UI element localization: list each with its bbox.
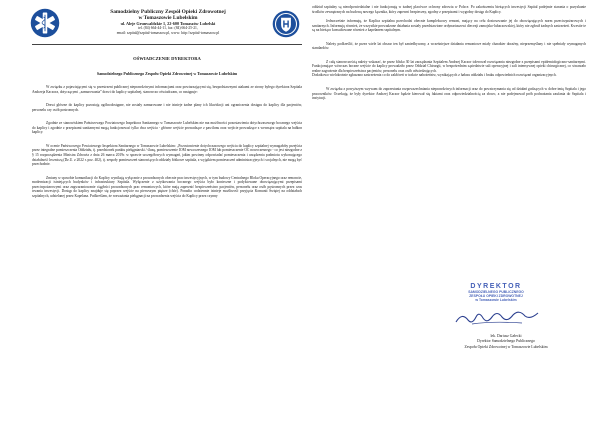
document-title: OŚWIADCZENIE DYREKTORA [133, 56, 201, 61]
paragraph: Należy podkreślić, że przez wiele lat obszar ten był zaniedbywany, a wcześniejsze działania remontowe miały charakter doraźny, nieprzemyślany i nie spełniały wymaganych standardów. [312, 41, 586, 51]
institution-name-line1: Samodzielny Publiczny Zespół Opieki Zdrowotnej [110, 9, 226, 15]
paragraph: Jednocześnie informuję, że Kaplica szpitalna przechodzi obecnie kompleksowy remont, mający na celu dostosowanie jej do obowiązujących norm przeciwpożarowych i sanitarnych. Informuję również, że wszystkie prowadzone działania zostały przedstawione ordynariuszowi diecezji zamojsko-lubaczowskiej, który nie zgłosił żadnych zastrzeżeń. Kwestie te są na bieżąco konsultowane również z kapelanem szpitalnym. [312, 19, 586, 33]
institution-phone-fax: tel. (84) 664-44-11, fax: (84) 664-25-21, [138, 26, 198, 31]
paragraph: W związku z pojawiającymi się w przestrzeni publicznej nieprawdziwymi informacjami oraz powtarzającymi się, bezpodstawnymi atakami ze strony byłego dyrektora Szpitala Andrzeja Kaczora, dotyczącymi „zamurowania” drzwi do kaplicy szpitalnej, stanowczo oświadczam, co następuje: [32, 85, 302, 94]
star-of-life-icon [30, 8, 60, 38]
signatory-institution: Zespołu Opieki Zdrowotnej w Tomaszowie Lubelskim [464, 344, 548, 349]
right-column [312, 5, 586, 101]
paragraph: W ocenie Państwowego Powiatowego Inspektora Sanitarnego w Tomaszowie Lubelskim: „Pozostawienie dotychczasowego wejścia do kaplicy szpitalnej wymagałoby przejścia przez integralne pomieszczenia Oddziału, tj. przedsionek punktu pielęgniarski / śluzę, pomieszczenie IOM nowoczesnego IOM lub pomieszczenie OC nowoczesnego - co jest niezgodne z § 15 rozporządzenia Ministra Zdrowia z dnia 26 marca 2019r. w sprawie szczegółowych wymagań, jakim powinny odpowiadać pomieszczenia i urządzenia podmiotu wykonującego działalność leczniczą (Dz.U. z 2022 r. poz. 402), tj. zespoły pomieszczeń stanowiących oddziały łóżkowe szpitala, z wyjątkiem pomieszczeń administracyjnych i socjalnych, nie mogą być przechodnie. [32, 143, 302, 167]
letterhead-divider [32, 44, 302, 45]
paragraph: Dodatkowo wielokrotnie zgłaszano zastrzeżenia co do zakłóceń w trakcie nabożeństw, wynikających z hałasu oddziału i braku odpowiednich rozwiązań organizacyjnych. [312, 73, 557, 78]
institution-address: ul. Aleje Grunwaldzkie 1, 22-600 Tomaszów Lubelski [120, 21, 216, 27]
hospital-shield-icon [272, 10, 300, 38]
letterhead-text [68, 9, 268, 35]
paragraph: W związku z powyższym wzywam do zaprzestania rozpowszechniania nieprawdziwych informacji oraz do powstrzymania się od działań godzących w dobre imię Szpitala i jego pracowników. Oczekuję, że były dyrektor Andrzej Kaczor będzie kierował się faktami oraz odpowiedzialnością za słowo, a nie podejmował prób podważania zaufania do Szpitala i instytucji. [312, 87, 586, 101]
paragraph: Drzwi główne do kaplicy pozostają ogólnodostępne, nie zostały zamurowane i nie istnieje żadne plany ich likwidacji ani ograniczenia dostępu do kaplicy dla pacjentów, personelu czy osób postronnych. [32, 103, 302, 112]
stamp-line: ZESPOŁU OPIEKI ZDROWOTNEJ [469, 293, 523, 298]
paragraph: Zgodnie ze stanowiskiem Państwowego Powiatowego Inspektora Sanitarnego w Tomaszowie Lubelskim nie ma możliwości pozostawienia dotychczasowego bocznego wejścia do kaplicy i zgodnie z przepisami sanitarnymi mogą funkcjonować tylko dwa wejścia - główne wejście prowadzące z pawilonu oraz wejście prowadzące z wewnątrz szpitala na bałkon kaplicy. [32, 121, 302, 135]
letterhead [32, 6, 302, 46]
paragraph: oddział szpitalny są nieodpowiedzialne i nie funkcjonują w żadnej placówce ochrony zdrowia w Polsce. Po zakończeniu bieżących inwestycji Szpital podejmie starania o pozyskanie środków zewnętrznych na budowę nowego łącznika, który zapewni bezpieczny, zgodny z przepisami i wygodny dostęp do Kaplicy. [312, 5, 586, 14]
director-stamp [454, 283, 538, 307]
paragraph: Z całą stanowczością należy wskazać, że przez blisko 30 lat zarządzania Szpitalem Andrzej Kaczor tolerował rozwiązania niezgodne z przepisami epidemiologiczno-sanitarnymi. Funkcjonujące wówczas boczne wejście do kaplicy prowadziło przez Oddział Chirurgii, w bezpośrednim sąsiedztwie sali operacyjnej i sali intensywnej opieki chirurgicznej, co stwarzało realne zagrożenie dla bezpieczeństwa pacjentów, personelu oraz osób odwiedzających. [312, 59, 586, 73]
stamp-line: SAMODZIELNEGO PUBLICZNEGO [468, 290, 524, 294]
institution-email-web: email: szpital@szpital-tomaszow.pl, www: http://szpital-tomaszow.pl [116, 30, 220, 35]
left-column [32, 0, 302, 198]
signatory-position: Dyrektor Samodzielnego Publicznego [477, 339, 535, 344]
signature-block [436, 334, 576, 350]
stamp-title: DYREKTOR [470, 283, 522, 290]
institution-name-line2: w Tomaszowie Lubelskim [138, 15, 198, 22]
document-addressee: Samodzielnego Publicznego Zespołu Opieki Zdrowotnej w Tomaszowie Lubelskim [96, 70, 238, 76]
paragraph: Zmiany w sposobie komunikacji do Kaplicy wynikają wyłącznie z prowadzonych obecnie prac inwestycyjnych, w tym budowy Centralnego Bloku Operacyjnego oraz remoncie, modernizacji istniejących budynków i infrastruktury Szpitala. Wyłączenie z użytkowania bocznego wejścia było konieczne i podyktowane obowiązującymi przepisami przeciwpożarowymi oraz zagwarantowanie ciągłości prowadzonych prac remontowych, które mają zapewnić bezpieczeństwo pacjentów, personelu oraz osób postronnych przez czas trwania inwestycji. Dostęp do kaplicy znajduje się poprzez wejście na pierwszym piętrze (chór). Ponadto codziennie istnieje możliwość przyjęcia Komunii Świętej na oddziałach szpitalnych, udzielanej przez Kapelana. Podkreślam, że rozważania pielęgnacji na prowadzenia wejścia do Kaplicy przez czynny [32, 175, 302, 198]
signatory-name: lek. Dariusz Gałecki [490, 334, 522, 338]
stamp-line: w Tomaszowie Lubelskim [475, 297, 517, 302]
handwritten-signature [452, 310, 542, 326]
